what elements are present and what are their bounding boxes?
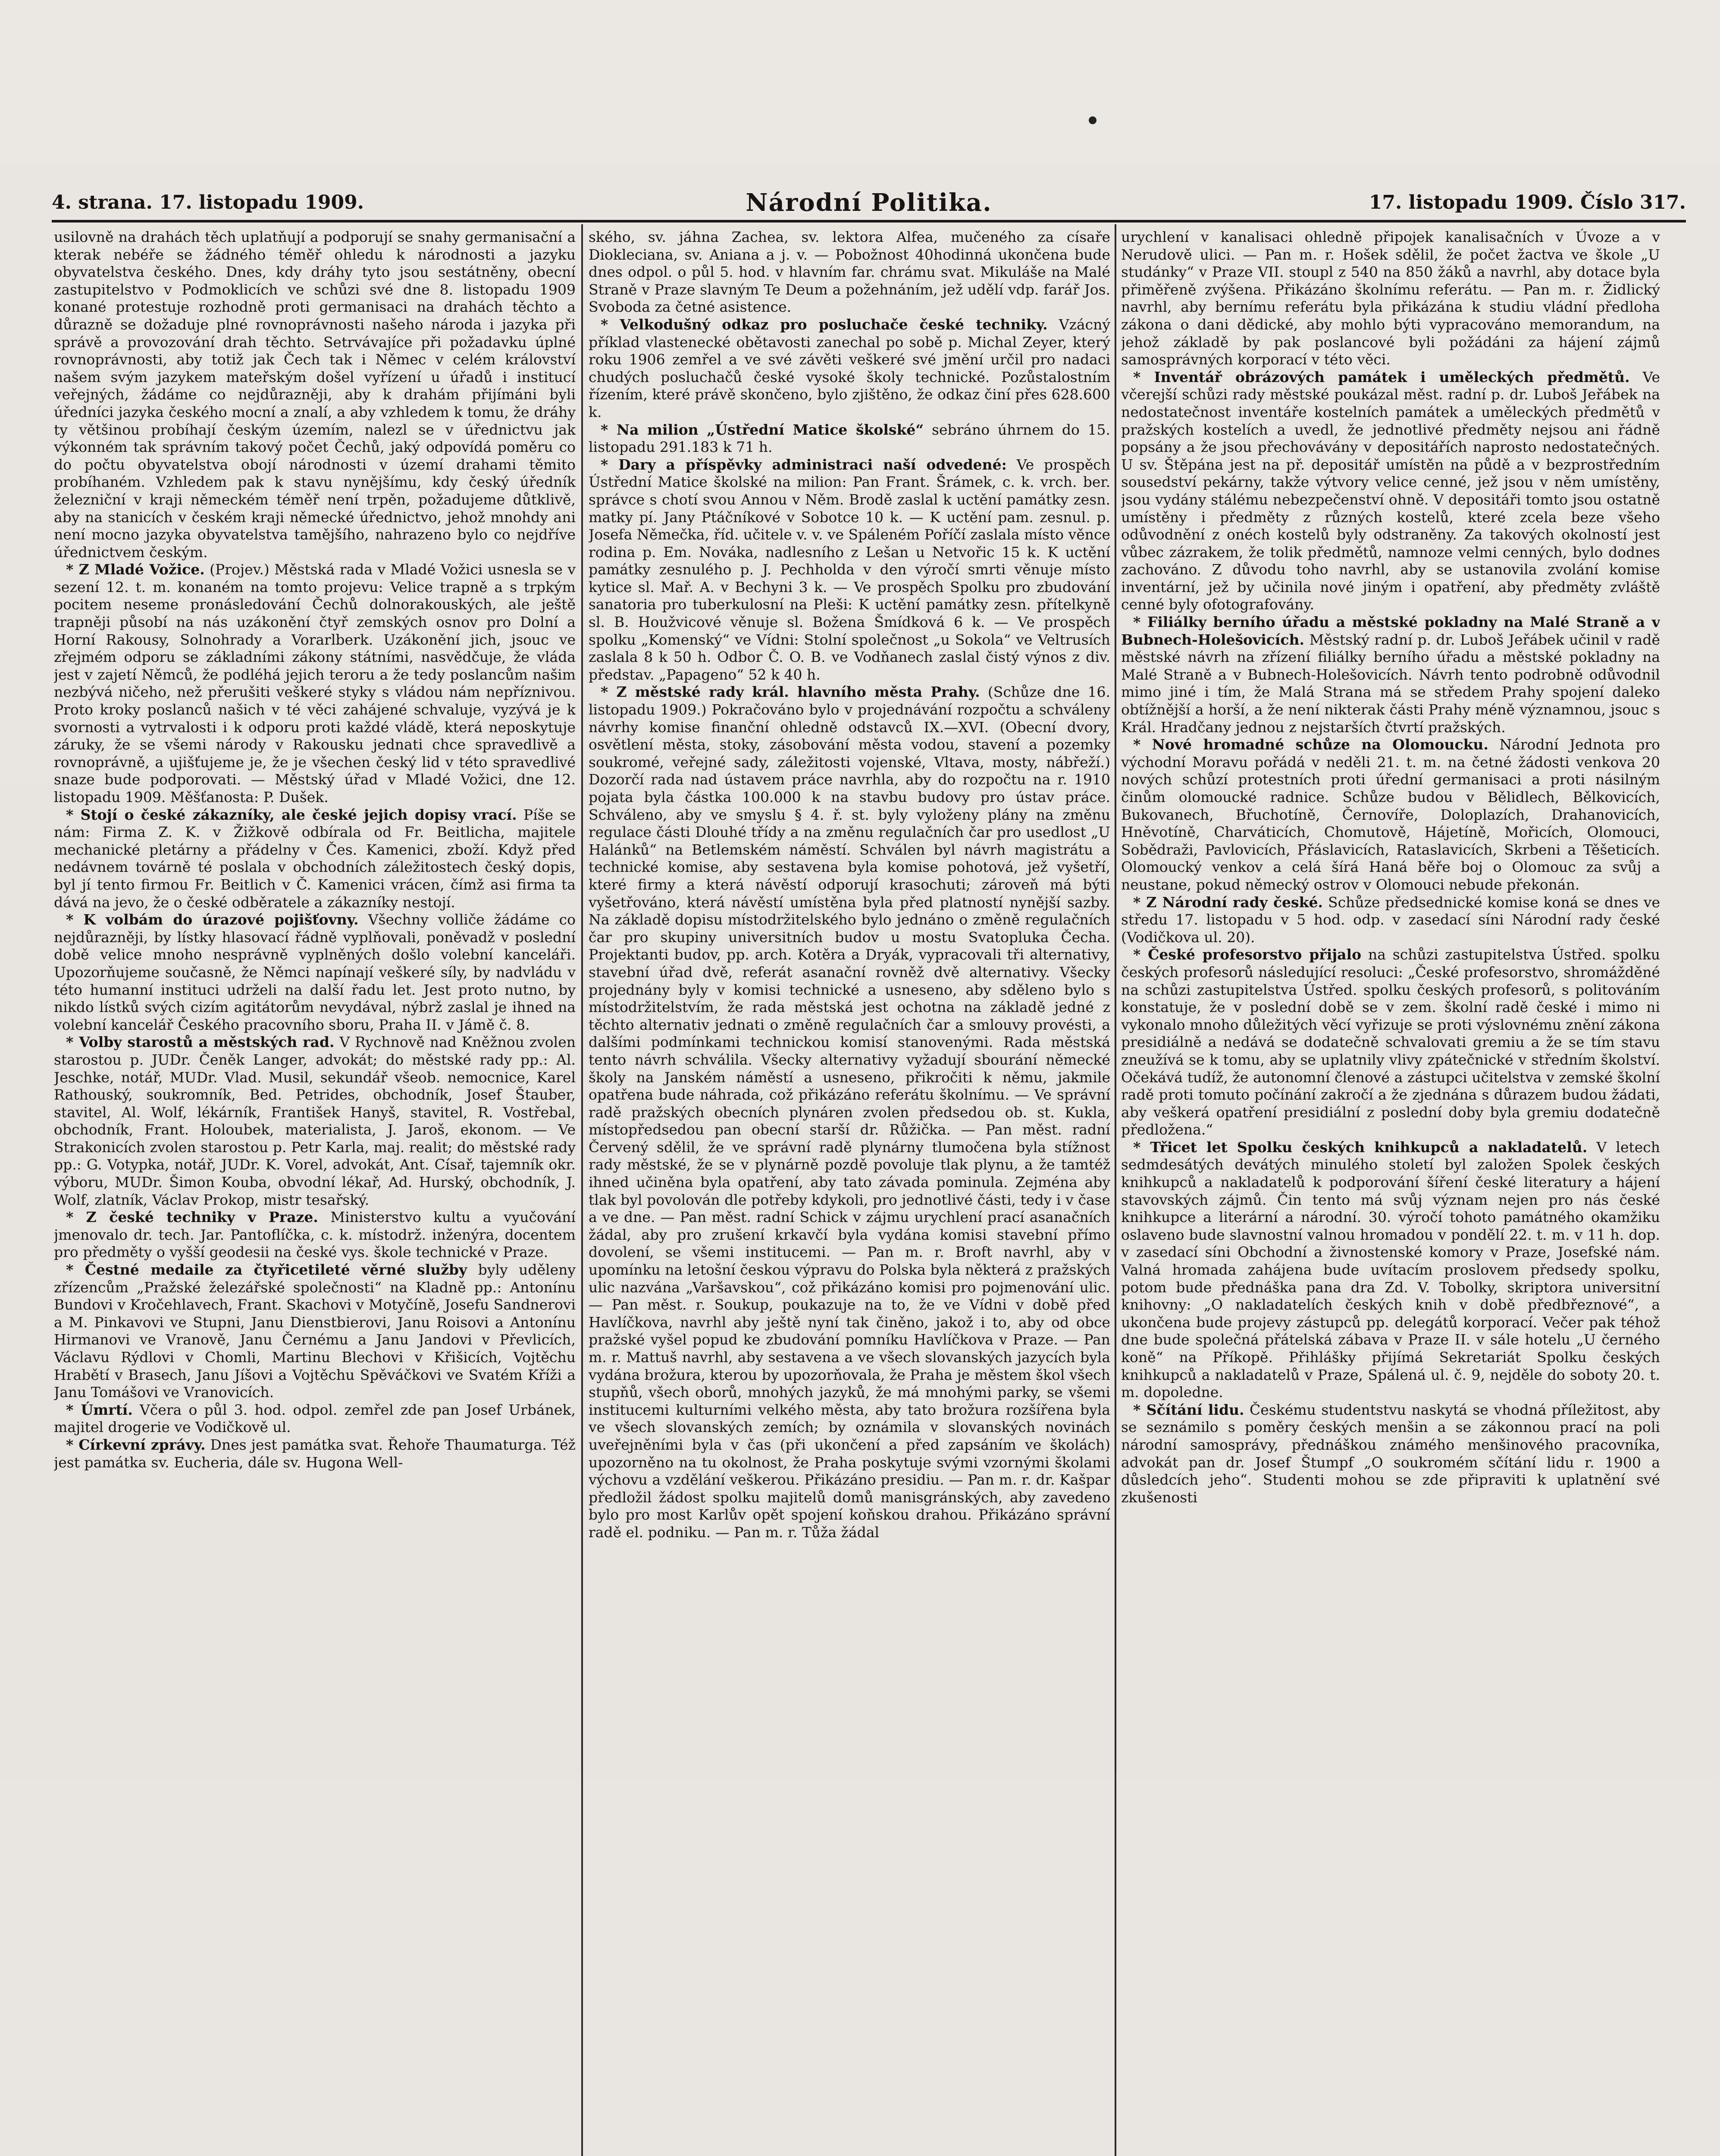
article-text: Národní Jednota pro východní Moravu pořádá v neděli 21. t. m. na četné žádosti venkova 20 nových schůzí protestních proti úřední germanisaci a proti násilným činům olomoucké radnice. Schůze budou v Bělidlech, Bělkovicích, Bukovanech, Břuchotíně, Černovíře, Doloplazích, Drahanovicích, Hněvotíně, Charváticích, Chomutově, Hájetíně, Mořicích, Olomouci, Sobědraži, Pavlovicích, Přáslavicích, Rataslavicích, Skrbeni a Těšeticích. Olomoucký venkov a celá šírá Haná běře boj o Olomouc za svůj a neustane, pokud německý ostrov v Olomouci nebude překonán. [1121,736,1660,893]
article-paragraph [589,421,1110,456]
column-divider [581,224,583,2156]
page-header [52,190,1686,222]
article-paragraph [1121,369,1660,614]
article-text: ského, sv. jáhna Zachea, sv. lektora Alfea, mučeného za císaře Diokleciana, sv. Aniana a j. v. — Pobožnost 40hodinná ukončena bude dnes odpol. o půl 5. hod. v hlavním far. chrámu svat. Mikuláše na Malé Straně v Praze slavným Te Deum a požehnáním, jež udělí vdp. farář Jos. Svoboda za četné asistence. [589,229,1110,316]
article-text: Českému studentstvu naskytá se vhodná příležitost, aby se seznámilo s poměry českých menšin a se zákonnou prací na poli národní samosprávy, přednáškou známého menšinového pracovníka, advokát pan dr. Josef Štumpf „O soukromém sčítání lidu r. 1900 a důsledcích jeho“. Studenti mohou se zde připraviti k uplatnění své zkušenosti [1121,1401,1660,1506]
article-paragraph [54,806,576,912]
newspaper-title: Národní Politika. [746,188,992,217]
article-text: Městský radní p. dr. Luboš Jeřábek učinil v radě městské návrh na zřízení filiálky berního úřadu a městské pokladny na Malé Straně a v Bubnech-Holešovicích. Návrh tento podrobně odůvodnil mimo jiné i tím, že Malá Strana má se středem Prahy spojení daleko obtížnější a horší, a že není nikterak části Prahy méně významnou, jsouc s Král. Hradčany jednou z nejstarších čtvrtí pražských. [1121,631,1660,736]
article-text: Včera o půl 3. hod. odpol. zemřel zde pan Josef Urbánek, majitel drogerie ve Vodičkově ul. [54,1401,576,1436]
article-paragraph [54,1436,576,1471]
article-paragraph [1121,736,1660,893]
article-text: Všechny volliče žádáme co nejdůrazněji, by lístky hlasovací řádně vyplňovali, poněvadž v poslední době velice mnoho nesprávně vyplněných došlo volební kanceláři. Upozorňujeme současně, že Němci napínají veškeré síly, by nadvládu v této humanní instituci udrželi na další řadu let. Jest proto nutno, by nikdo lístků svých cizím agitátorům nevydával, nýbrž zaslal je ihned na volební kancelář Českého pracovního sboru, Praha II. v Jámě č. 8. [54,911,576,1033]
article-paragraph [1121,1401,1660,1507]
article-heading: * Stojí o české zákazníky, ale české jejich dopisy vrací. [66,806,517,823]
article-heading: * Čestné medaile za čtyřicetileté věrné služby [66,1261,467,1279]
article-heading: * Velkodušný odkaz pro posluchače české techniky. [601,316,1048,333]
header-issue-right: 17. listopadu 1909. Číslo 317. [1369,191,1686,213]
column-2 [589,229,1110,2156]
article-heading: * Sčítání lidu. [1133,1401,1244,1418]
article-text: Ve prospěch Ústřední Matice školské na milion: Pan Frant. Šrámek, c. k. vrch. ber. správce s chotí svou Annou v Něm. Brodě zaslal k uctění památky zesn. matky pí. Jany Ptáčníkové v Sobotce 10 k. — K uctění pam. zesnul. p. Josefa Němečka, říd. učitele v. v. ve Spáleném Poříčí zaslala místo věnce rodina p. Em. Nováka, nadlesního z Lešan u Netvořic 15 k. K uctění památky zesnulého p. J. Pechholda v den výročí smrti věnuje místo kytice sl. Mař. A. v Bechyni 3 k. — Ve prospěch Spolku pro zbudování sanatoria pro tuberkulosní na Pleši: K uctění památky zesn. přítelkyně sl. B. Houžvicové věnuje sl. Božena Šmídková 6 k. — Ve prospěch spolku „Komenský“ ve Vídni: Stolní společnost „u Sokola“ ve Veltrusích zaslala 8 k 50 h. Odbor Č. O. B. ve Vodňanech zaslal čistý výnos z div. představ. „Papageno“ 52 k 40 h. [589,456,1110,683]
article-heading: * Dary a příspěvky administraci naší odvedené: [601,456,1007,473]
article-paragraph [54,1261,576,1401]
article-heading: * Úmrtí. [66,1401,133,1418]
article-text: (Projev.) Městská rada v Mladé Vožici usnesla se v sezení 12. t. m. konaném na tomto projevu: Velice trapně a s trpkým pocitem neseme pronásledování Čechů dolnorakouských, ale ještě trapněji působí na nás uzákonění čtyř zemských osnov pro Dolní a Horní Rakousy, Solnohrady a Vorarlberk. Uzákonění jich, jsouc ve zřejmém odporu se základními zákony státními, nasvědčuje, že vláda jest v zajetí Němců, že podléhá jejich teroru a že tedy poslancům našim nezbývá ničeho, než přerušiti veškeré styky s vládou nám nepříznivou. Proto kroky poslanců našich v té věci zahájené schvaluje, vyzývá je k svornosti a vytrvalosti i k odporu proti každé vládě, která neposkytuje záruky, že se všemi národy v Rakousku jednati chce spravedlivě a rovnoprávně, a ujišťujeme je, že je všechen český lid v této spravedlivé snaze bude podporovati. — Městský úřad v Mladé Vožici, dne 12. listopadu 1909. Měšťanosta: P. Dušek. [54,561,576,805]
article-text: Dnes jest památka svat. Řehoře Thaumaturga. Též jest památka sv. Eucheria, dále sv. Hugona Well- [54,1436,576,1471]
article-heading: * K volbám do úrazové pojišťovny. [66,911,359,928]
article-text: na schůzi zastupitelstva Ústřed. spolku českých profesorů následující resoluci: „České profesorstvo, shromážděné na schůzi zastupitelstva Ústřed. spolku českých profesorů, s politováním konstatuje, že v poslední době se v zem. školní radě české i mimo ni vykonalo mnoho důležitých věcí vyřizuje se proti výslovnému znění zákona presidiálně a nedává se dodatečně schvalovati gremiu a že se tím stavu zneužívá se k tomu, aby se uplatnily vlivy zpátečnické v středním školství. Očekává tudíž, že autonomní členové a zástupci učitelstva v zemské školní radě proti tomuto počínání zakročí a že zjednána s důrazem budou žádati, aby veškerá opatření presidiální z poslední doby byla gremiu dodatečně předložena.“ [1121,946,1660,1138]
article-heading: * Inventář obrázových památek i uměleckých předmětů. [1133,368,1630,385]
article-text: Píše se nám: Firma Z. K. v Žižkově odbírala od Fr. Beitlicha, majitele mechanické pletárny a přádelny v Čes. Kamenici, zboží. Když před nedávnem továrně té poslala v obchodních záležitostech český dopis, byl jí tento firmou Fr. Beitlich v Č. Kamenici vrácen, čímž asi firma ta dává na jevo, že o české odběratele a zákazníky nestojí. [54,806,576,911]
article-heading: * Na milion „Ústřední Matice školské“ [601,421,924,438]
article-heading: * České profesorstvo přijalo [1133,946,1362,963]
article-heading: * Z městské rady král. hlavního města Prahy. [601,683,980,701]
article-paragraph [1121,1139,1660,1401]
article-paragraph [54,1034,576,1209]
ink-dot [1089,116,1097,124]
article-text: Schůze předsednické komise koná se dnes ve středu 17. listopadu v 5 hod. odp. v zasedací síni Národní rady české (Vodičkova ul. 20). [1121,893,1660,946]
article-paragraph [589,456,1110,684]
article-text: V Rychnově nad Kněžnou zvolen starostou p. JUDr. Čeněk Langer, advokát; do městské rady pp.: Al. Jeschke, notář, MUDr. Vlad. Musil, sekundář všeob. nemocnice, Karel Rathouský, soukromník, Bed. Petrides, obchodník, Josef Štauber, stavitel, Al. Wolf, lékárník, František Hanyš, stavitel, R. Vostřebal, obchodník, Frant. Holoubek, materialista, J. Jaroš, ekonom. — Ve Strakonicích zvolen starostou p. Petr Karla, maj. realit; do městské rady pp.: G. Votypka, notář, JUDr. K. Vorel, advokát, Ant. Císař, tajemník okr. výboru, MUDr. Šimon Kouba, obvodní lékař, Ad. Hurský, obchodník, J. Wolf, zlatník, Václav Prokop, mistr tesařský. [54,1034,576,1208]
article-heading: * Třicet let Spolku českých knihkupců a nakladatelů. [1133,1138,1588,1156]
article-text: (Schůze dne 16. listopadu 1909.) Pokračováno bylo v projednávání rozpočtu a schváleny návrhy komise finanční ohledně odstavců IX.—XVI. (Obecní dvory, osvětlení města, stoky, zásobování města vodou, stavení a pozemky soukromé, veřejné sady, záležitosti vojenské, Vltava, mosty, nábřeží.) Dozorčí rada nad ústavem práce navrhla, aby do rozpočtu na r. 1910 pojata byla částka 100.000 k na stavbu budovy pro ústav práce. Schváleno, aby ve smyslu § 4. ř. st. byly vyloženy plány na změnu regulace části Dlouhé třídy a na změnu regulačních čar pro usedlost „U Halánků“ na Betlemském náměstí. Schválen byl návrh magistrátu a technické komise, aby sestavena byla komise pohotová, jež vyšetří, které firmy a která návěstí odporují krasochuti; zároveň má býti vyšetřováno, která návěstí umístěna byla před platností nynější sazby. Na základě dopisu místodržitelského bylo jednáno o změně regulačních čar pro skupiny universitních budov u mostu Svatopluka Čecha. Projektanti budov, pp. arch. Kotěra a Dryák, vypracovali tři alternativy, stavební úřad dvě, referát asanační rovněž dvě alternativy. Všecky projednány byly v komisi technické a usneseno, aby sděleno bylo s místodržitelstvím, že rada městská jest ochotna na základě jedné z těchto alternativ jednati o změně regulačních čar a smlouvy provésti, a dalšími podmínkami technickou komisí stanovenými. Rada městská tento návrh schválila. Všecky alternativy vyžadují sbourání německé školy na Janském náměstí a usneseno, přikročiti k němu, jakmile opatřena bude náhrada, což přikázáno referátu školnímu. — Ve správní radě pražských obecních plynáren zvolen předsedou ob. st. Kukla, místopředsedou pan obecní starší dr. Růžička. — Pan měst. radní Červený sdělil, že ve správní radě plynárny tlumočena byla stížnost rady městské, že se v plynárně pozdě povoluje tlak plynu, a že tamtéž ihned učiněna byla opatření, aby tato závada pominula. Zejména aby tlak byl povolován dle potřeby kdykoli, pro jednotlivé části, tedy i v čase a ve dne. — Pan měst. radní Schick v zájmu urychlení prací asanačních žádal, aby pro zrušení krkavčí byla vydána komisi stavební přímo dovolení, se všemi institucemi. — Pan m. r. Broft navrhl, aby v upomínku na letošní českou výpravu do Polska byla některá z pražských ulic nazvána „Varšavskou“, což přikázáno komisi pro pojmenování ulic. — Pan měst. r. Soukup, poukazuje na to, že ve Vídni v době před Havlíčkova, navrhl aby ještě nyní tak činěno, jakož i to, aby od obce pražské vyšel popud ke zbudování pomníku Havlíčkova v Praze. — Pan m. r. Mattuš navrhl, aby sestavena a ve všech slovanských jazycích byla vydána brožura, kterou by upozorňovala, že Praha je městem škol všech stupňů, všech oborů, mnohých jazyků, že má mnohými parky, se všemi institucemi kulturními velkého města, aby tato brožura rozšířena byla ve všech slovanských zemích; by oznámila v slovanských novinách uveřejněními byla v čas (při ukončení a před zapsáním ve školách) upozorněno na tu okolnost, že Praha poskytuje svými vzornými školami výchovu a vzdělání veškerou. Přikázáno presidiu. — Pan m. r. dr. Kašpar předložil žádost spolku majitelů domů manisgránských, aby zavedeno bylo pro most Karlův opět spojení koňskou drahou. Přikázáno správní radě el. podniku. — Pan m. r. Tůža žádal [589,683,1110,1541]
article-heading: * Z Národní rady české. [1133,893,1323,911]
column-1 [54,229,576,2156]
article-heading: * Filiálky berního úřadu a městské pokladny na Malé Straně a v Bubnech-Holešovicích. [1121,614,1660,648]
article-paragraph [54,911,576,1034]
article-paragraph [1121,614,1660,736]
article-paragraph [54,229,576,561]
article-paragraph [1121,946,1660,1139]
article-paragraph [1121,894,1660,946]
article-paragraph [589,683,1110,1541]
header-date-left: 4. strana. 17. listopadu 1909. [52,191,364,213]
article-paragraph [589,229,1110,316]
column-divider [1115,224,1116,2156]
article-heading: * Z Mladé Vožice. [66,561,205,578]
article-text: Vzácný příklad vlastenecké obětavosti zanechal po sobě p. Michal Zeyer, který roku 1906 zemřel a ve své závěti veškeré své jmění určil pro nadaci chudých posluchačů české vysoké školy technické. Pozůstalostním řízením, které právě skončeno, bylo zjištěno, že odkaz činí přes 628.600 k. [589,316,1110,420]
article-text: byly uděleny zřízencům „Pražské železářské společnosti“ na Kladně pp.: Antonínu Bundovi v Kročehlavech, Frant. Skachovi v Motyčíně, Josefu Sandnerovi a M. Pinkavovi ve Stupni, Janu Dienstbierovi, Janu Roisovi a Antonínu Hirmanovi ve Vranově, Janu Černému a Janu Jandovi v Převlicích, Václavu Rýdlovi v Chomli, Martinu Blechovi v Křišicích, Vojtěchu Hrabětí v Brasech, Janu Jíšovi a Vojtěchu Spěváčkovi ve Svatém Kříži a Janu Tomášovi ve Vranovicích. [54,1261,576,1401]
article-paragraph [1121,229,1660,369]
column-3 [1121,229,1660,2156]
article-heading: * Nové hromadné schůze na Olomoucku. [1133,736,1488,753]
article-text: sebráno úhrnem do 15. listopadu 291.183 k 71 h. [589,421,1110,456]
article-paragraph [54,1209,576,1261]
article-text: usilovně na drahách těch uplatňují a podporují se snahy germanisační a kterak nebéře se žádného téměř ohledu k národnosti a jazyku obyvatelstva českého. Dnes, kdy dráhy tyto jsou sestátněny, obecní zastupitelstvo v Podmoklicích ve schůzi své dne 8. listopadu 1909 konané protestuje rozhodně proti germanisaci na drahách těchto a důrazně se dožaduje plné rovnoprávnosti našeho národa i jazyka při správě a provozování drah těchto. Setrvávajíce při požadavku úplné rovnoprávnosti, aby totiž jak Čech tak i Němec v celém království našem svým jazykem mateřským došel vyřízení u úřadů i institucí veřejných, žádáme co nejdůrazněji, aby k drahám přijímáni byli úředníci jazyka českého mocní a znalí, a aby vzhledem k tomu, že dráhy ty většinou probíhají českým územím, nalezl se v úřednictvu jak výkonném tak správním takový počet Čechů, jaký odpovídá poměru co do počtu obyvatelstva obojí národnosti v území drahami těmito probíhaném. Vzhledem pak k stavu nynějšímu, kdy český úředník železniční v kraji německém téměř není trpěn, požadujeme důtklivě, aby na stanicích v českém kraji německé úřednictvo, jehož mnohdy ani není mocno jazyka obyvatelstva tamějšího, nahrazeno bylo co nejdříve úřednictvem českým. [54,229,576,561]
article-heading: * Církevní zprávy. [66,1436,206,1453]
article-paragraph [54,561,576,806]
article-text: Ve včerejší schůzi rady městské poukázal měst. radní p. dr. Luboš Jeřábek na nedostatečnost inventáře kostelních památek a uměleckých předmětů v pražských kostelích a uvedl, že jednotlivé předměty nejsou ani řádně popsány a že jsou přechovávány v depositářích naprosto nedostatečných. U sv. Štěpána jest na př. depositář umístěn na půdě a v bezprostředním sousedství pekárny, takže výtvory velice cenné, jež jsou v něm umístěny, jsou vydány stálému nebezpečenství ohně. V depositáři tomto jsou ostatně umístěny i předměty z různých kostelů, které zcela beze všeho odůvodnění z onéch kostelů byly odstraněny. Za takových okolností jest vůbec zázrakem, že tolik předmětů, namnoze velmi cenných, bylo dodnes zachováno. Z důvodu toho navrhl, aby se ustanovila zvolání komise inventární, jež by učinila nové jiným i opatření, aby předměty zvláště cenné byly ofotografovány. [1121,368,1660,613]
article-heading: * Z české techniky v Praze. [66,1209,318,1226]
article-text: V letech sedmdesátých devátých minulého století byl založen Spolek českých knihkupců a nakladatelů k podporování šíření české literatury a hájení stavovských zájmů. Čin tento má svůj význam nejen pro nás české knihkupce a literární a národní. 30. výročí tohoto památného okamžiku oslaveno bude slavnostní valnou hromadou v pondělí 22. t. m. v 11 h. dop. v zasedací síni Obchodní a živnostenské komory v Praze, Josefské nám. Valná hromada zahájena bude uvítacím proslovem předsedy spolku, potom bude přednáška pana dra Zd. V. Tobolky, skriptora universitní knihovny: „O nakladatelích českých knih v době předbřeznové“, a ukončena bude projevy zástupců pp. delegátů korporací. Večer pak téhož dne bude společná přátelská zábava v Praze II. v sále hotelu „U černého koně“ na Příkopě. Přihlášky přijímá Sekretariát Spolku českých knihkupců a nakladatelů v Praze, Spálená ul. č. 9, nejděle do soboty 20. t. m. dopoledne. [1121,1138,1660,1401]
article-paragraph [589,316,1110,421]
article-heading: * Volby starostů a městských rad. [66,1034,335,1051]
article-text: urychlení v kanalisaci ohledně připojek kanalisačních v Úvoze a v Nerudově ulici. — Pan m. r. Hošek sdělil, že počet žactva ve škole „U studánky“ v Praze VII. stoupl z 540 na 850 žáků a navrhl, aby dotace byla přiměřeně zvýšena. Přikázáno školnímu referátu. — Pan m. r. Židlický navrhl, aby bernímu referátu byla přikázána k studiu vládní předloha zákona o dani dědické, aby mohlo býti vypracováno memorandum, na jehož základě by pak poslancové byli požádáni za hájení zájmů samosprávných korporací v této věci. [1121,229,1660,368]
article-paragraph [54,1401,576,1436]
article-text: Ministerstvo kultu a vyučování jmenovalo dr. tech. Jar. Pantoflíčka, c. k. místodrž. inženýra, docentem pro předměty o vyšší geodesii na české vys. škole technické v Praze. [54,1209,576,1261]
